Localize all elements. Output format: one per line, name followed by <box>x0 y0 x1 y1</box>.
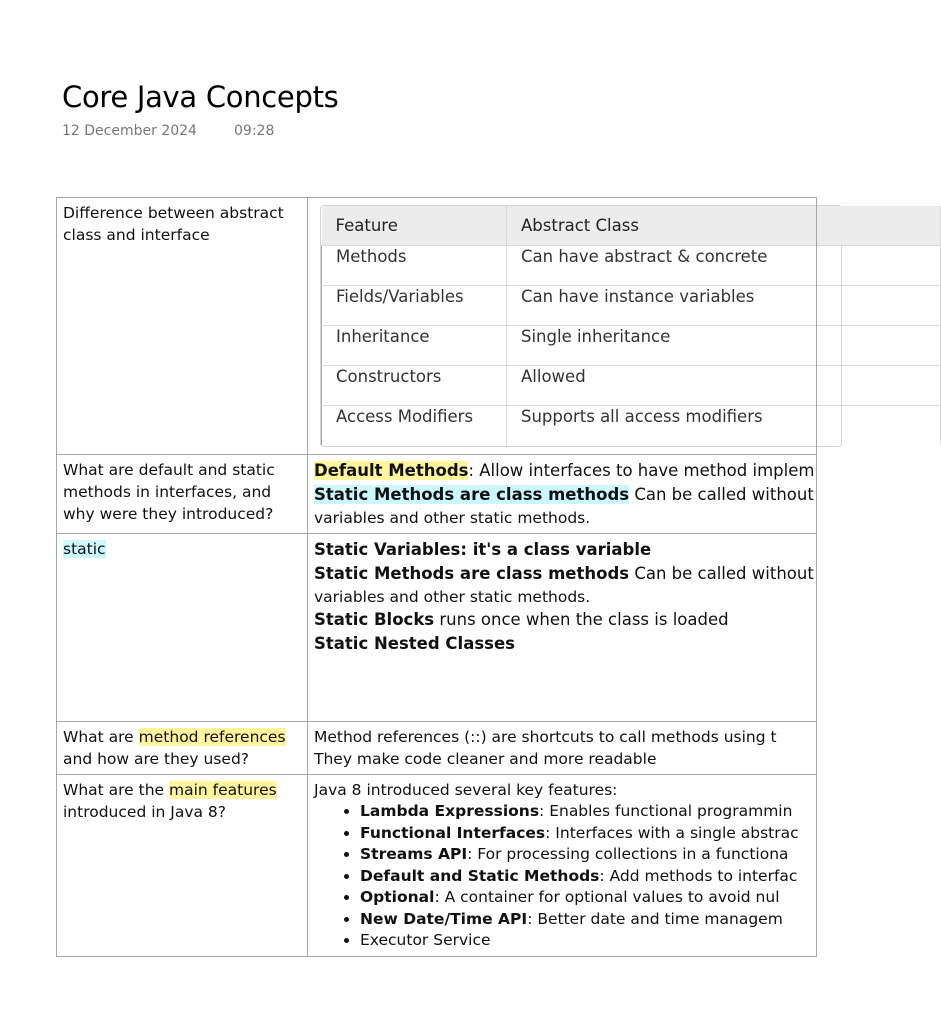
value-cell: Supports all access modifiers <box>507 406 941 446</box>
static-methods-label: Static Methods are class methods <box>314 564 630 583</box>
feature-label: Optional <box>360 888 435 906</box>
question-cell[interactable] <box>57 455 308 534</box>
static-methods-text-cont: variables and other static methods. <box>314 509 591 527</box>
question-text: What are default and static methods in interfaces, and why were they introduced? <box>63 461 275 523</box>
answer-line <box>314 608 810 632</box>
value-cell: Single inheritance <box>507 326 941 366</box>
table-row <box>57 722 817 775</box>
page-time: 09:28 <box>234 123 275 139</box>
static-methods-label: Static Methods are class methods <box>314 485 630 504</box>
list-item <box>360 866 810 888</box>
static-methods-text: Can be called without <box>629 485 814 504</box>
comparison-table-image <box>320 205 842 447</box>
header-abstract-class: Abstract Class <box>507 206 941 246</box>
value-cell: Allowed <box>507 366 941 406</box>
static-methods-text: Can be called without <box>629 564 814 583</box>
answer-cell[interactable] <box>308 775 817 957</box>
list-item <box>360 823 810 845</box>
comparison-row <box>322 286 941 326</box>
feature-text: : Interfaces with a single abstrac <box>545 823 799 842</box>
question-cell[interactable] <box>57 722 308 775</box>
question-cell[interactable] <box>57 198 308 455</box>
table-row <box>57 775 817 957</box>
question-text: static <box>63 540 106 558</box>
question-highlight: main features <box>169 781 277 799</box>
answer-cell[interactable] <box>308 455 817 534</box>
answer-cell[interactable] <box>308 722 817 775</box>
comparison-row <box>322 246 941 286</box>
answer-line <box>314 586 810 608</box>
table-row <box>57 534 817 722</box>
feature-text: : Enables functional programmin <box>539 802 793 820</box>
feature-text: : For processing collections in a functiona <box>467 845 789 863</box>
feature-cell: Access Modifiers <box>322 406 507 446</box>
question-cell[interactable] <box>57 534 308 722</box>
page-title: Core Java Concepts <box>62 80 339 114</box>
static-nested-classes-label: Static Nested Classes <box>314 634 515 653</box>
answer-line <box>314 748 810 770</box>
answer-line <box>314 632 810 656</box>
list-item <box>360 844 810 866</box>
static-methods-text-cont: variables and other static methods. <box>314 588 591 606</box>
answer-line <box>314 483 814 507</box>
static-blocks-text: runs once when the class is loaded <box>434 610 729 629</box>
list-item <box>360 887 810 909</box>
value-cell: Can have abstract & concrete <box>507 246 941 286</box>
feature-label: Streams API <box>360 845 468 863</box>
question-text-pre: What are the <box>63 781 170 799</box>
feature-cell: Inheritance <box>322 326 507 366</box>
answer-cell[interactable] <box>308 198 817 455</box>
value-cell: Can have instance variables <box>507 286 941 326</box>
comparison-row <box>322 406 941 446</box>
page-date: 12 December 2024 <box>62 123 197 139</box>
feature-text: Executor Service <box>360 931 491 949</box>
feature-label: Lambda Expressions <box>360 802 540 820</box>
table-row <box>57 198 817 455</box>
answer-line <box>314 726 810 748</box>
list-item <box>360 930 810 952</box>
answer-line <box>314 562 814 586</box>
feature-label: New Date/Time API <box>360 909 528 928</box>
default-methods-label: Default Methods <box>314 461 469 480</box>
method-references-text-cont: They make code cleaner and more readable <box>314 750 657 768</box>
features-list <box>314 801 810 952</box>
question-highlight: method references <box>138 728 286 746</box>
answer-line <box>314 538 810 562</box>
comparison-row <box>322 366 941 406</box>
comparison-row <box>322 326 941 366</box>
comparison-header-row <box>322 206 941 246</box>
table-row <box>57 455 817 534</box>
static-blocks-label: Static Blocks <box>314 610 435 629</box>
question-text-post: introduced in Java 8? <box>63 803 227 821</box>
answer-line <box>314 459 815 483</box>
answer-cell[interactable] <box>308 534 817 722</box>
default-methods-text: : Allow interfaces to have method implem <box>468 461 815 480</box>
list-item <box>360 909 810 931</box>
feature-label: Functional Interfaces <box>360 823 546 842</box>
comparison-table <box>321 206 941 445</box>
header-feature: Feature <box>322 206 507 246</box>
feature-text: : Better date and time managem <box>527 909 783 928</box>
answer-line <box>314 507 810 529</box>
static-variables-label: Static Variables: it's a class variable <box>314 540 652 559</box>
question-text-pre: What are <box>63 728 139 746</box>
list-item <box>360 801 810 823</box>
notes-table <box>56 197 817 957</box>
feature-cell: Methods <box>322 246 507 286</box>
question-text: Difference between abstract class and interface <box>63 204 284 244</box>
feature-cell: Fields/Variables <box>322 286 507 326</box>
answer-intro: Java 8 introduced several key features: <box>314 781 618 799</box>
question-cell[interactable] <box>57 775 308 957</box>
feature-text: : Add methods to interfac <box>599 866 798 885</box>
feature-text: : A container for optional values to avoid nul <box>434 888 780 906</box>
feature-label: Default and Static Methods <box>360 866 600 885</box>
method-references-text: Method references (::) are shortcuts to call methods using t <box>314 728 777 746</box>
feature-cell: Constructors <box>322 366 507 406</box>
question-text-post: and how are they used? <box>63 750 250 768</box>
